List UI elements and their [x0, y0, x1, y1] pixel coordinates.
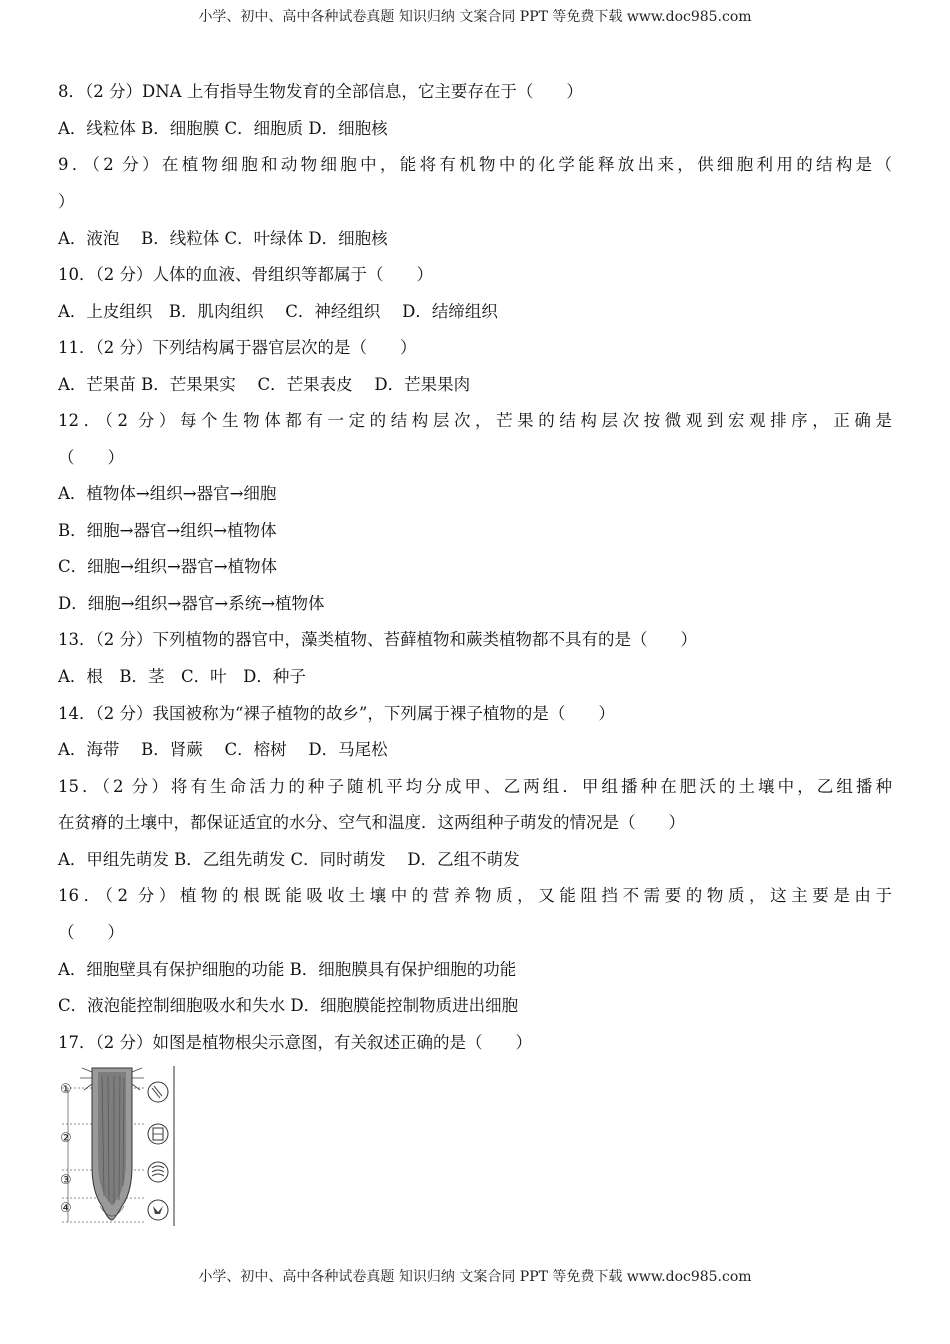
root-tip-diagram [56, 1066, 176, 1228]
figure-label-1: ① [60, 1082, 72, 1097]
question-12-stem: 12．（2 分）每个生物体都有一定的结构层次，芒果的结构层次按微观到宏观排序，正确是 [58, 411, 892, 430]
question-16-options-2: C．液泡能控制细胞吸水和失水 D．细胞膜能控制物质进出细胞 [58, 996, 519, 1015]
cell-icon-1 [148, 1082, 168, 1102]
figure-label-3: ③ [60, 1173, 72, 1188]
figure-label-4: ④ [60, 1201, 72, 1216]
question-15-stem: 15．（2 分）将有生命活力的种子随机平均分成甲、乙两组．甲组播种在肥沃的土壤中，乙组播种 [58, 777, 892, 796]
question-9-stem-cont: ） [58, 192, 75, 211]
question-8-options: A．线粒体 B．细胞膜 C．细胞质 D．细胞核 [58, 119, 388, 138]
question-13-options: A．根 B．茎 C．叶 D．种子 [58, 667, 306, 686]
question-9-stem: 9．（2 分）在植物细胞和动物细胞中，能将有机物中的化学能释放出来，供细胞利用的结构是（ [58, 155, 892, 174]
question-8-stem: 8．（2 分）DNA 上有指导生物发育的全部信息，它主要存在于（ ） [58, 82, 583, 101]
question-10-stem: 10．（2 分）人体的血液、骨组织等都属于（ ） [58, 265, 433, 284]
question-16-options-1: A．细胞壁具有保护细胞的功能 B．细胞膜具有保护细胞的功能 [58, 960, 517, 979]
question-12-option-c: C．细胞→组织→器官→植物体 [58, 557, 278, 576]
question-12-option-a: A．植物体→组织→器官→细胞 [58, 484, 277, 503]
page-header: 小学、初中、高中各种试卷真题 知识归纳 文案合同 PPT 等免费下载 www.doc985.com [198, 9, 752, 25]
cell-icon-4 [148, 1200, 168, 1220]
root-tip-figure [56, 1066, 176, 1228]
question-17-stem: 17．（2 分）如图是植物根尖示意图，有关叙述正确的是（ ） [58, 1033, 532, 1052]
question-13-stem: 13．（2 分）下列植物的器官中，藻类植物、苔藓植物和蕨类植物都不具有的是（ ） [58, 630, 697, 649]
question-14-stem: 14．（2 分）我国被称为“裸子植物的故乡”，下列属于裸子植物的是（ ） [58, 704, 615, 723]
question-12-option-b: B．细胞→器官→组织→植物体 [58, 521, 277, 540]
question-14-options: A．海带 B．肾蕨 C．榕树 D．马尾松 [58, 740, 388, 759]
question-16-stem: 16．（2 分）植物的根既能吸收土壤中的营养物质，又能阻挡不需要的物质，这主要是由于 [58, 886, 892, 905]
question-16-stem-cont: （ ） [58, 923, 124, 942]
question-12-option-d: D．细胞→组织→器官→系统→植物体 [58, 594, 325, 613]
question-11-stem: 11．（2 分）下列结构属于器官层次的是（ ） [58, 338, 417, 357]
question-12-stem-cont: （ ） [58, 448, 124, 467]
question-10-options: A．上皮组织 B．肌肉组织 C．神经组织 D．结缔组织 [58, 302, 498, 321]
figure-label-2: ② [60, 1131, 72, 1146]
question-11-options: A．芒果苗 B．芒果果实 C．芒果表皮 D．芒果果肉 [58, 375, 471, 394]
question-15-options: A．甲组先萌发 B．乙组先萌发 C．同时萌发 D．乙组不萌发 [58, 850, 520, 869]
cell-icon-3 [148, 1162, 168, 1182]
page-footer: 小学、初中、高中各种试卷真题 知识归纳 文案合同 PPT 等免费下载 www.doc985.com [198, 1269, 752, 1285]
question-15-stem-cont: 在贫瘠的土壤中，都保证适宜的水分、空气和温度．这两组种子萌发的情况是（ ） [58, 813, 685, 832]
question-9-options: A．液泡 B．线粒体 C．叶绿体 D．细胞核 [58, 229, 388, 248]
